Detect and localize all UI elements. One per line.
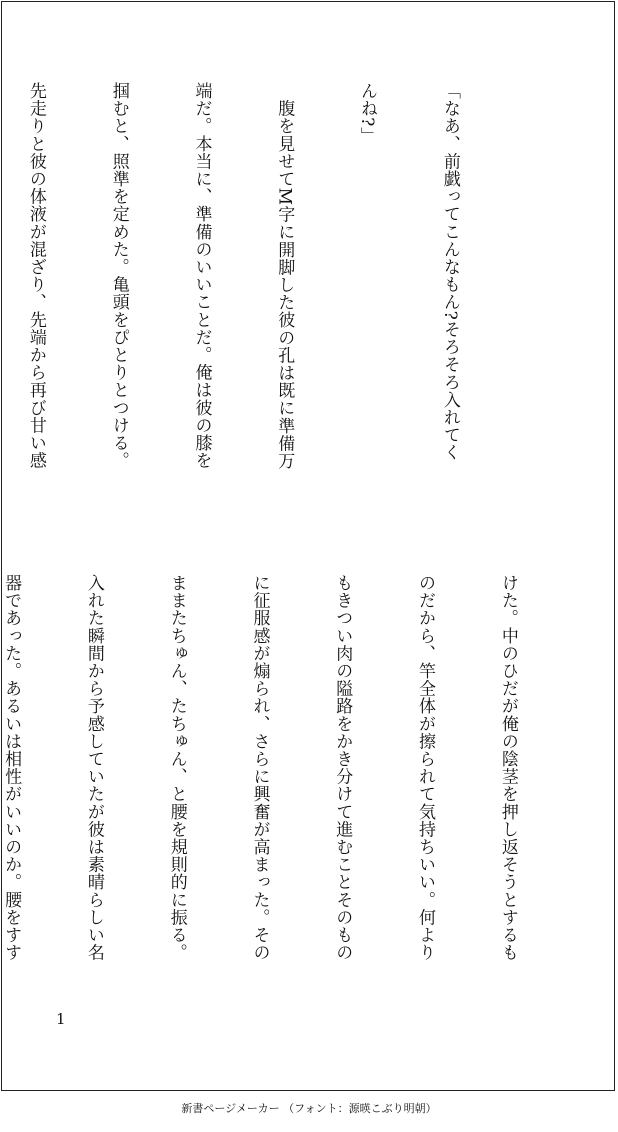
text-line: んね?」 — [357, 82, 378, 145]
text-block-bottom — [1, 574, 576, 1014]
text-line: ままたちゅん、たちゅん、と腰を規則的に振る。 — [166, 574, 187, 962]
text-block-top — [25, 82, 518, 522]
text-line: けた。中のひだが俺の陰茎を押し返そうとするも — [497, 574, 518, 962]
text-line: のだから、竿全体が擦られて気持ちいい。何より — [415, 574, 436, 962]
page-number: 1 — [56, 1010, 66, 1028]
book-page — [1, 1, 615, 1091]
text-line: 掴むと、照準を定めた。亀頭をぴとりとつける。 — [108, 82, 129, 470]
text-line: 腹を見せてM字に開脚した彼の孔は既に準備万 — [274, 82, 295, 470]
text-line: 器であった。あるいは相性がいいのか。腰をすす — [1, 574, 22, 962]
text-line: 先走りと彼の体液が混ざり、先端から再び甘い感 — [25, 82, 46, 470]
text-line: もきつい肉の隘路をかき分けて進むことそのもの — [332, 574, 353, 962]
text-line: 入れた瞬間から予感していたが彼は素晴らしい名 — [83, 574, 104, 962]
text-line: に征服感が煽られ、さらに興奮が高まった。その — [249, 574, 270, 962]
text-line: 端だ。本当に、準備のいいことだ。俺は彼の膝を — [191, 82, 212, 470]
footer-caption: 新書ページメーカー （フォント：源暎こぶり明朝） — [181, 1102, 437, 1115]
text-line: 「なあ、前戯ってこんなもん?そろそろ入れてく — [439, 82, 460, 462]
